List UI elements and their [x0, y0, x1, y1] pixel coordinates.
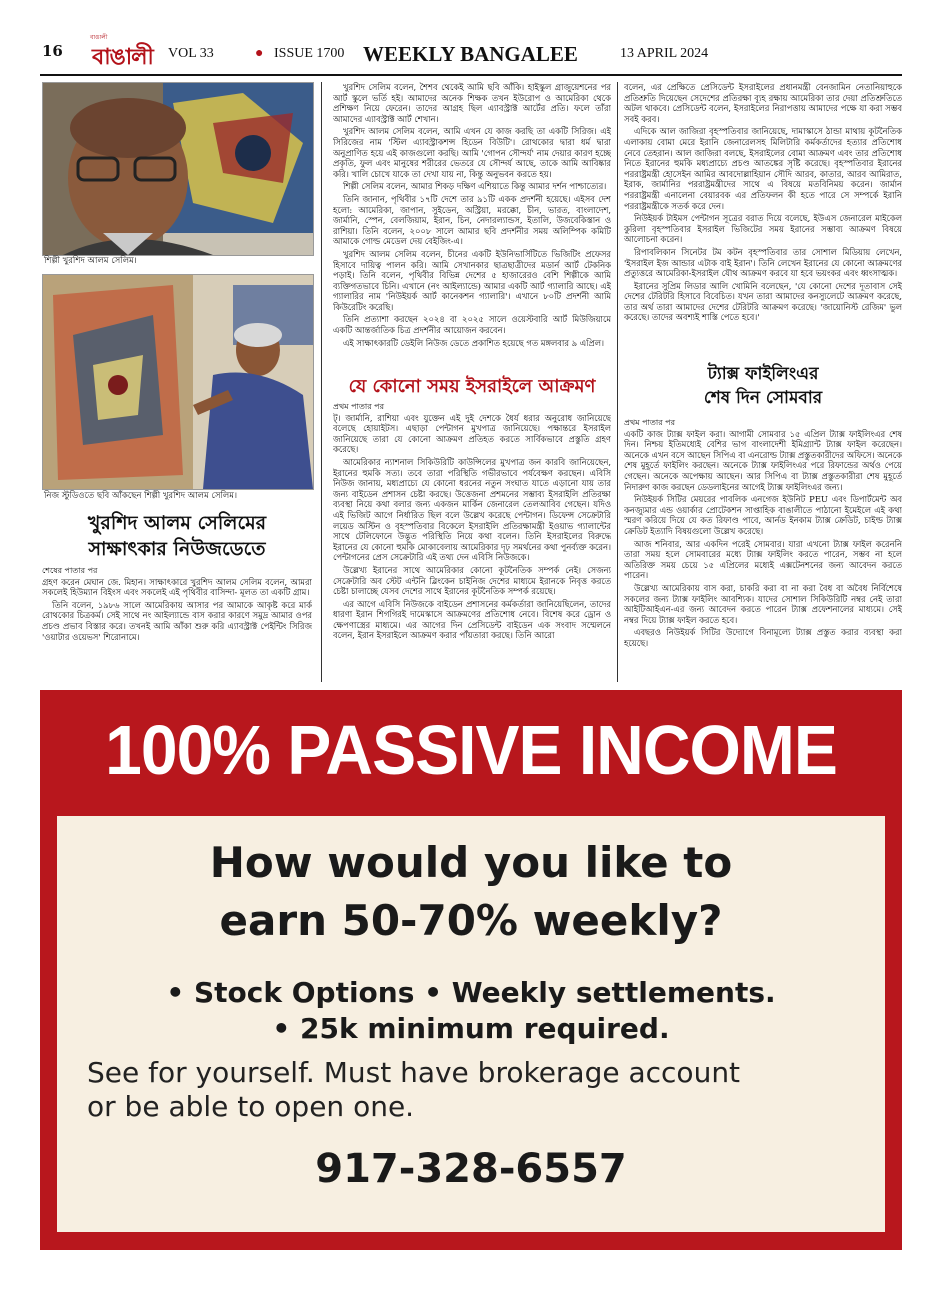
ad-requirements-line2: or be able to open one.: [87, 1090, 415, 1123]
paragraph: এবছরও নিউইয়র্ক সিটির উদ্যোগে বিনামূল্যে ট্যাক্স প্রস্তুত করার ব্যবস্থা করা হয়েছে।: [624, 627, 902, 648]
israel-body-continued: [624, 82, 902, 354]
tax-headline-line2: শেষ দিন সোমবার: [703, 388, 823, 408]
ad-panel: [57, 816, 885, 1232]
artist-painting-photo: [42, 274, 314, 490]
portrait-caption: শিল্পী খুরশিদ আলম সেলিম।: [44, 256, 137, 266]
continued-label: প্রথম পাতার পর: [624, 418, 675, 427]
ad-bullets-line1: • Stock Options • Weekly settlements.: [166, 976, 776, 1009]
paragraph: নিউইয়র্ক সিটির মেয়রের পাবলিক এনগেজ ইউনিট PEU এবং ডিপার্টমেন্ট অব কনজ্যুমার এন্ড ওয়ার্কার প্রোটেকশন সাপ্তাহিক বাঙালীতে পাঠানো ইমেইলে এই কথা স্মরণ করিয়ে দিয়ে যে কত রিফাণ্ড পাবে, আর্নড ইনকাম ট্যাক্স ক্রেডিট, চাইল্ড ট্যাক্স ক্রেডিট ইত্যাদি বিষয়গুলো উল্লেখ করেছে।: [624, 494, 902, 536]
studio-caption: নিজ স্টুডিওতে ছবি আঁকছেন শিল্পী খুরশিদ আলম সেলিম।: [44, 491, 237, 501]
ad-requirements: [87, 1056, 867, 1124]
artist-portrait-photo: [42, 82, 314, 256]
continued-label: শেষের পাতার পর: [42, 566, 98, 575]
studio-illustration: [43, 275, 313, 489]
paragraph: আজ শনিবার, আর একদিন পরেই সোমবার। যারা এখনো ট্যাক্স ফাইল করেননি তারা সময় হলে সোমবারের মধ্যে ট্যাক্স ফাইলিং করতে পারেন, সম্ভব না হলে অতিরিক্ত সময় চেয়ে ১৫ এপ্রিলের মধ্যেই এক্সটেনশনের জন্য আবেদন করতে পারেন।: [624, 538, 902, 581]
ad-title: 100% PASSIVE INCOME: [105, 711, 837, 789]
paragraph: খুরশিদ সেলিম বলেন, শৈশব থেকেই আমি ছবি আঁকি। হাইস্কুল গ্রাজুয়েশনের পর আর্ট স্কুলে ভর্তি হই। আমাদের অনেক শিক্ষক তখন ইউরোপ ও আমেরিকা থেকে প্রশিক্ষণ নিয়ে ফেরেন। তাদের আগ্রহ ছিল এ্যাবস্ট্রাক্ট আর্টের প্রতি। ফলে তাঁরা আমাদের এ্যাবস্ট্রাক্ট আর্ট শেখান।: [333, 82, 611, 124]
paragraph: এই সাক্ষাৎকারটি ডেইলি নিউজ ডেতে প্রকাশিত হয়েছে গত মঙ্গলবার ৯ এপ্রিল।: [343, 337, 604, 348]
ad-bullets-line2: • 25k minimum required.: [272, 1012, 670, 1045]
issue: ISSUE 1700: [274, 46, 345, 61]
header-rule: [40, 74, 902, 76]
paragraph: গ্রহণ করেন মেঘান জে. মিহান। সাক্ষাৎকারে খুরশিদ আলম সেলিম বলেন, আমরা সকলেই হিউম্যান বিইংস এবং সকলেই এই পৃথিবীর বাসিন্দা- মূলত তা একটি গ্রাম।: [42, 576, 312, 598]
interview-body-left: [42, 566, 312, 684]
volume: VOL 33: [168, 46, 214, 61]
israel-body: [333, 402, 611, 684]
israel-headline: যে কোনো সময় ইসরাইলে আক্রমণ: [348, 376, 596, 397]
tax-headline-line1: ট্যাক্স ফাইলিংএর: [707, 364, 819, 384]
newspaper-logo: বাঙালী: [92, 45, 153, 70]
paragraph: রিপাবলিকান সিনেটর টম কটন বৃহস্পতিবার তার সোশাল মিডিয়ায় লেখেন, 'ইসরাইল ইজ আন্ডার এটাক বাই ইরান'। তিনি লেখেন ইরানের যে কোনো আক্রমণের প্রত্যুত্তরে আমেরিকা-ইসরাইল যৌথ আক্রমণ করবে যা হবে ভয়ংকর এবং ধ্বংসাত্মক।: [624, 246, 902, 279]
paragraph: একটি কাজ ট্যাক্স ফাইল করা। আগামী সোমবার ১৫ এপ্রিল ট্যাক্স ফাইলিংএর শেষ দিন। নিশ্চয় ইতিমধ্যেই বেশির ভাগ বাংলাদেশী ইমিগ্র্যান্ট ট্যাক্স ফাইল করেছেন। অনেকে এখন বসে আছেন সিপিএ বা এনরোল্ড ট্যাক্স প্রস্তুতকারীদের অফিসে। অনেকে শেষ মুহূর্তে ফাইলিং করছেন। অনেকে ট্যাক্স ফাইলিংএর পরে রিফান্ডের অর্থও পেয়ে গেছেন। অনেকে অপেক্ষায় আছেন। আর সিপিএ বা ট্যাক্স প্রস্তুতকারীরা শেষ মুহূর্তে নিদারুণ কাজ করছেন ডেডলাইনের আগেই ট্যাক্স ফাইলিংএর জন্য।: [624, 428, 902, 492]
issue-date: 13 APRIL 2024: [620, 46, 709, 61]
ad-phone-number[interactable]: 917-328-6557: [315, 1146, 627, 1192]
paragraph: ইরানের সুপ্রিম লিডার আলি খোমিনি বলেছেন, 'যে কোনো দেশের দূতাবাস সেই দেশের টেরিটরি হিসাবে বিবেচিত। যখন তারা আমাদের কনস্যুলেটে আক্রমণ করেছে, তার অর্থ তারা আমাদের দেশের টেরিটরি আক্রমণ করেছে। 'জায়োনিস্ট রেজিম' ভুল করেছে। তাদের অবশ্যই শাস্তি পেতে হবে।': [624, 280, 902, 323]
paragraph: তিনি প্রত্যাশা করছেন ২০২৪ বা ২০২৫ সালে ওয়েস্টবারি আর্ট মিউজিয়ামে একটি আন্তর্জাতিক চিত্র প্রদর্শনীর আয়োজন করবেন।: [333, 314, 611, 336]
paragraph: খুরশিদ আলম সেলিম বলেন, চীনের একটি ইউনিভার্সিটিতে ভিজিটিং প্রফেসর হিসাবে দায়িত্ব পালন করি। আমি সেখানকার ছাত্রছাত্রীদের মডার্ন আর্ট টেকনিক পড়াই। তিনি বলেন, পৃথিবীর বিভিন্ন দেশের ৫ হাজারেরও বেশি শিল্পীকে আমি ব্যক্তিগতভাবে চিনি। এখানে (নং আইল্যান্ডে) আমার একটি আর্ট গ্যালারি আছে। এই গ্যালারির নাম 'নিউইয়র্ক আর্ট কানেকশন গ্যালারি'। এখানে ৮০টি প্রদর্শনী আমি কিউরেটিং করেছি।: [333, 248, 611, 312]
ad-question-line2: earn 50-70% weekly?: [219, 896, 723, 945]
continued-label: প্রথম পাতার পর: [333, 402, 384, 411]
paragraph: বলেন, এর প্রেক্ষিতে প্রেসিডেন্ট ইসরাইলের প্রধানমন্ত্রী বেনজামিন নেতানিয়াহুকে প্রতিশ্রুতি দিয়েছেন সেদেশের প্রতিরক্ষা ব্যূহ রক্ষায় আমেরিকা তার দেয়া প্রতিশ্রুতিতে অটল থাকবে। প্রেসিডেন্ট বলেন, ইসরাইলের নিরাপত্তায় আমাদের পক্ষে যা করা সম্ভব সবই করব।: [624, 82, 902, 124]
paragraph: উল্লেখ্য ইরানের সাথে আমেরিকার কোনো কূটনৈতিক সম্পর্ক নেই। সেজন্য সেক্রেটারি অব স্টেট এন্টনি ব্লিংকেন চাইনিজ দেশের মাধ্যমে ইরানকে নিবৃত্ত করতে চেষ্টা চালাচ্ছে যেসব দেশের সাথে ইরানের কূটনৈতিক সম্পর্ক রয়েছে।: [333, 564, 611, 597]
masthead: [40, 34, 902, 80]
column-divider: [617, 82, 618, 682]
ad-question-line1: How would you like to: [209, 838, 733, 887]
paragraph: খুরশিদ আলম সেলিম বলেন, আমি এখন যে কাজ করছি তা একটি সিরিজ। এই সিরিজের নাম 'স্টিল এ্যাবস্ট্রাকশন্স হিডেন বিউটি'। রোথকোর দ্বারা ধর্ম দ্বারা অনুপ্রাণিত হয়ে এই কাজগুলো করছি। আমি 'গোপন সৌন্দর্য' নাম দেয়ার কারণ হচ্ছে প্রকৃতি, ফুল এবং মানুষের শরীরের ভেতরে যে সৌন্দর্য আছে, তাকে আমি আবিষ্কার করি। খালি চোখে যাকে তা দেখা যায় না, কিন্তু অনুভবন করতে হয়।: [333, 126, 611, 179]
column-divider: [321, 82, 322, 682]
tax-headline: [624, 362, 902, 410]
ad-question: [57, 834, 885, 950]
page-number: 16: [42, 42, 63, 60]
paragraph: ট্। জার্মানি, রাশিয়া এবং যুক্তেন এই দুই দেশকে ধৈর্য ধরার অনুরোধ জানিয়েছে বলেছে হোয়াইটস। এছাড়া পেন্টাগন মুখপাত্র জানিয়েছে। পক্ষান্তরে ইসরাইল জানিয়েছে তারা যে কোনো আক্রমণ প্রতিহত করতে সার্বিকভাবে প্রস্তুতি গ্রহণ করেছে।: [333, 412, 611, 455]
interview-headline-line2: সাক্ষাৎকার নিউজডেতে: [88, 538, 266, 560]
interview-headline: [42, 510, 312, 562]
paragraph: শিল্পী সেলিম বলেন, আমার শিকড় দক্ষিণ এশিয়াতে কিন্তু আমার দর্শন পাশ্চাত্যের।: [343, 181, 607, 192]
passive-income-ad: [40, 690, 902, 1250]
paragraph: এর আগে এবিসি নিউজকে বাইডেন প্রশাসনের কর্মকর্তারা জানিয়েছিলেন, তাদের ধারণা ইরান শিগগিরই দামেস্কাসে আক্রমণের প্রতিশোধ নেবে। বিশেষ করে ড্রোন ও ক্ষেপণাস্ত্রের মাধ্যমে। এর আগের দিন প্রেসিডেন্ট বাইডেন এক সংবাদ সম্মেলনে বলেন, ইরান ইসরাইলে আক্রমণ করার পাঁয়তারা করছে। তিনি আরো: [333, 598, 611, 641]
paragraph: উল্লেখ্য আমেরিকায় বাস করা, চাকরি করা বা না করা বৈধ বা অবৈধ নির্বিশেষে সকলের জন্য ট্যাক্স ফাইলিং আবশ্যিক। যাদের সোশাল সিকিউরিটি নম্বর নেই তারা আইটিআইএন-এর জন্য আবেদন করতে পারেন ট্যাক্স প্রফেশনালের মাধ্যমে। সেই নম্বর দিয়ে ট্যাক্স ফাইল করতে হবে।: [624, 582, 902, 625]
paragraph: তিনি বলেন, ১৯৮৬ সালে আমেরিকায় আসার পর আমাকে আকৃষ্ট করে মার্ক রোথকোর চিত্রকর্ম। সেই সাথে নং আইল্যান্ডে বাস করার কারণে সমুদ্র আমার ওপর প্রচণ্ড প্রভাব বিস্তার করে। তখনই আমি আঁকা শুরু করি এ্যাবস্ট্রাক্ট পেইন্টিং সিরিজ 'ওয়াটার ওয়েভস' শিরোনামে।: [42, 599, 312, 642]
ad-requirements-line1: See for yourself. Must have brokerage account: [87, 1056, 741, 1089]
separator-dot: ●: [255, 46, 264, 61]
paragraph: আমেরিকার ন্যাশনাল সিকিউরিটি কাউন্সিলের মুখপাত্র জন কারবি জানিয়েছেন, ইরানের হুমকি সত্য। তবে তারা পরিস্থিতি গভীরভাবে পর্যবেক্ষণ করছেন। এবিসি নিউজ জানায়, মধ্যপ্রাচ্যে যে কোনো ধরনের নতুন সংঘাত যাতে এড়ানো যায় তার জন্য বাইডেন প্রশাসন চেষ্টা করছে। উত্তেজনা প্রশমনের সম্ভাব্য ইসরাইলি প্রতিরক্ষা ব্যবস্থা নিয়ে কথা বলার জন্য একজন মার্কিন জেনারেল তেলআবিব গেছেন। যদিও এই ভিজিট আগে নির্ধারিত ছিল বলে উল্লেখ করেছে পেন্টাগন। ডিফেন্স সেক্রেটারি লয়েড অস্টিন ও বৃহস্পতিবার বিকেলে ইসরাইলি প্রতিরক্ষামন্ত্রী ইওয়াভ গ্যালান্টের সাথে টেলিফোনে উদ্ভূত পরিস্থিতি নিয়ে কথা বলেন। তিনি ইসরাইলের বিরুদ্ধে ইরানের যে কোনো হুমকি মোকাবেলায় আমেরিকার দৃঢ় সমর্থনের কথা পুনর্ব্যক্ত করেন। পেন্টাগনের প্রেস সেক্রেটারি এই তথ্য দেন এবিসি নিউজকে।: [333, 456, 611, 563]
paragraph: নিউইয়র্ক টাইমস পেন্টাগন সূত্রের বরাত দিয়ে বলেছে, ইউএস জেনারেল মাইকেল কুরিলা বৃহস্পতিবার ইসরাইল ভিজিটের সময় ইরানের সম্ভাব্য আক্রমণ বিষয়ে আলোচনা করেন।: [624, 213, 902, 245]
tax-body: [624, 418, 902, 684]
logo-tagline: বাঙালী: [90, 34, 108, 41]
paragraph: তিনি জানান, পৃথিবীর ১৭টি দেশে তার ৯১টি একক প্রদর্শনী হয়েছে। এইসব দেশ হলো: আমেরিকা, জাপান, সুইডেন, অস্ট্রিয়া, মরক্কো, চীন, ভারত, বাংলাদেশ, জার্মানি, স্পেন, বেলজিয়াম, ইরান, চিন, নেদারল্যান্ডস, ইতালি, উজবেকিস্তান ও রাশিয়া। তিনি বলেন, ২০০৮ সালে আমার ছবি প্রদর্শনীর সময় অলিম্পিক কমিটি আমাকে গোল্ড মেডেল দেয় বেইজিং-এ।: [333, 193, 611, 247]
interview-headline-line1: খুরশিদ আলম সেলিমের: [87, 512, 267, 534]
portrait-illustration: [43, 83, 313, 255]
paragraph: এদিকে আল জাজিরা বৃহস্পতিবার জানিয়েছে, দামাস্কাসে ঠান্ডা মাথায় কূটনৈতিক এলাকায় বোমা মেরে ইরানি জেনারেলসহ মিলিটারি কর্মকর্তাদের হত্যার প্রতিশোধ নেবে তেহরান। আল জাজিরা বলছে, ইসরাইলের বোমা আক্রমণ এবং তার প্রতিশোধ নিতে ইরানের হুমকি মধ্যপ্রাচ্যে প্রচণ্ড আতঙ্কের সৃষ্টি করেছে। বৃহস্পতিবার ইরানের পররাষ্ট্রমন্ত্রী হোসেইন আমির আবদোল্লাহিয়ান সৌদি আরব, কাতার, আরব আমিরাত, ইরাক, জার্মানির পররাষ্ট্রমন্ত্রীদের সাথে এ বিষয়ে মতবিনিময় করেন। জার্মান পররাষ্ট্রমন্ত্রী এনালেনা বেয়ারবক এর প্রতিফলন কী হতে পারে সে সম্পর্কে ইরানি পররাষ্ট্রমন্ত্রীকে সতর্ক করে দেন।: [624, 126, 902, 211]
paper-name: WEEKLY BANGALEE: [363, 42, 578, 66]
interview-body-middle: [333, 82, 611, 357]
